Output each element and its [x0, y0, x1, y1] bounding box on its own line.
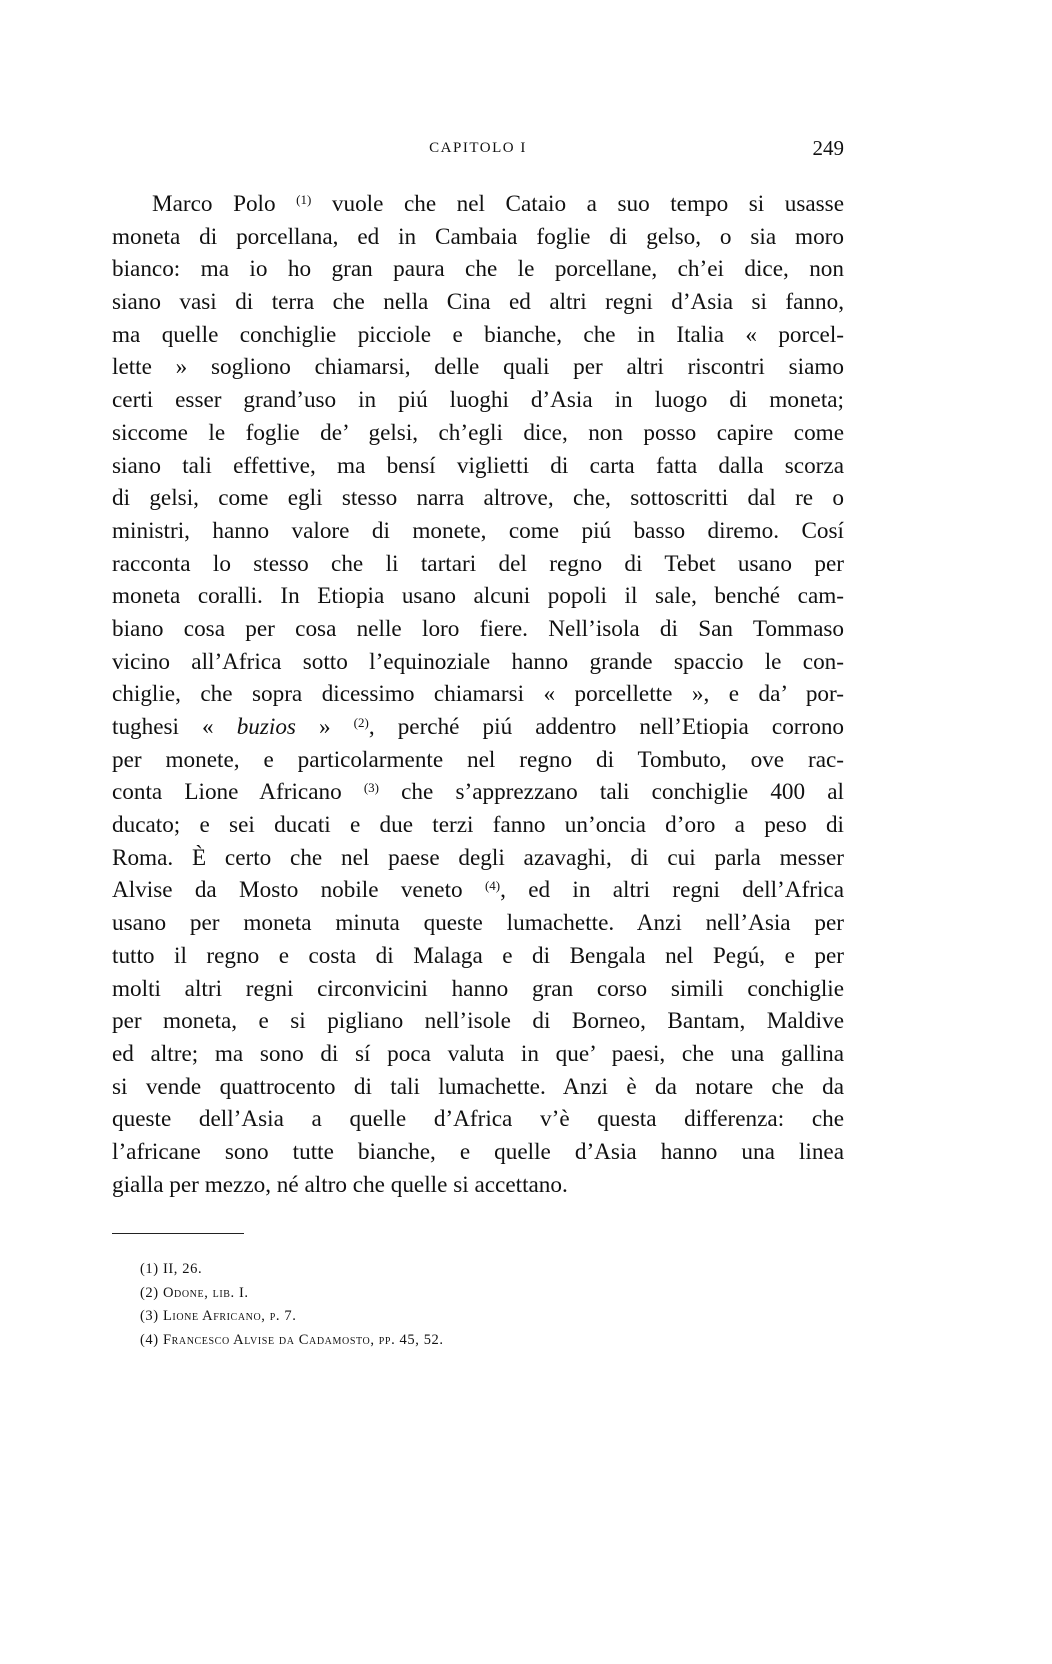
text-line: l’africane sono tutte bianche, e quelle d’Asia hanno una linea [112, 1138, 844, 1165]
text-line: ma quelle conchiglie picciole e bianche, che in Italia « porcel- [112, 321, 844, 348]
text-line: Alvise da Mosto nobile veneto $^{(4)}$, ed in altri regni dell’Africa [112, 877, 844, 904]
text-line: certi esser grand’uso in piú luoghi d’Asia in luogo di moneta; [112, 387, 844, 414]
italic-term: buzios [236, 714, 296, 740]
text-line: lette » sogliono chiamarsi, delle quali per altri riscontri siamo [112, 354, 844, 381]
text-line: gialla per mezzo, né altro che quelle si accettano. [112, 1171, 568, 1198]
page-number: 249 [812, 136, 844, 160]
text-line: tutto il regno e costa di Malaga e di Bengala nel Pegú, e per [112, 942, 844, 969]
text-line: moneta di porcellana, ed in Cambaia foglie di gelso, o sia moro [112, 223, 844, 250]
text-line: di gelsi, come egli stesso narra altrove, che, sottoscritti dal re o [112, 485, 844, 512]
footnote-text: Francesco Alvise da Cadamosto, pp. 45, 52. [162, 1331, 444, 1348]
text-line: chiglie, che sopra dicessimo chiamarsi « porcellette », e da’ por- [112, 681, 844, 708]
text-line: Marco Polo $^{(1)}$ vuole che nel Cataio a suo tempo si usasse [152, 191, 844, 217]
footnote-text: Lione Africano, p. 7. [162, 1308, 297, 1324]
footnote-ref: (3) [363, 780, 379, 796]
text-line: conta Lione Africano $^{(3)}$ che s’apprezzano tali conchiglie 400 al [112, 779, 844, 806]
footnotes [140, 1258, 444, 1352]
footnote-marker: (3) [140, 1308, 159, 1324]
text-line: biano cosa per cosa nelle loro fiere. Nell’isola di San Tommaso [112, 615, 844, 642]
footnote-marker: (4) [140, 1331, 159, 1348]
text-line: moneta coralli. In Etiopia usano alcuni popoli il sale, benché cam- [112, 583, 844, 610]
text-line: vicino all’Africa sotto l’equinoziale hanno grande spaccio le con- [112, 648, 844, 675]
footnote [140, 1305, 444, 1329]
footnote-ref: (4) [484, 878, 501, 894]
footnote-text: Odone, lib. I. [162, 1284, 249, 1301]
text-line: ducato; e sei ducati e due terzi fanno un’oncia d’oro a peso di [112, 812, 844, 839]
footnote-marker: (2) [140, 1284, 159, 1301]
text-line: racconta lo stesso che li tartari del regno di Tebet usano per [112, 550, 844, 577]
footnote-ref: (2) [353, 715, 369, 730]
footnote [140, 1282, 444, 1306]
text-line: per monete, e particolarmente nel regno di Tombuto, ove rac- [112, 746, 844, 773]
footnote-text: II, 26. [162, 1261, 203, 1277]
footnote-marker: (1) [140, 1261, 159, 1277]
page-header [112, 136, 844, 166]
text-line: siano tali effettive, ma bensí viglietti di carta fatta dalla scorza [112, 452, 844, 479]
text-line: per moneta, e si pigliano nell’isole di Borneo, Bantam, Maldive [112, 1008, 844, 1035]
text-line: si vende quattrocento di tali lumachette. Anzi è da notare che da [112, 1073, 844, 1100]
footnote-ref: (1) [296, 192, 312, 207]
footnote [140, 1258, 444, 1282]
text-line: ministri, hanno valore di monete, come piú basso diremo. Cosí [112, 517, 844, 544]
text-line: siccome le foglie de’ gelsi, ch’egli dice, non posso capire come [112, 419, 844, 446]
text-line: queste dell’Asia a quelle d’Africa v’è questa differenza: che [112, 1106, 844, 1133]
body-text [112, 188, 844, 1201]
running-head: CAPITOLO I [429, 140, 527, 156]
text-line: Roma. È certo che nel paese degli azavaghi, di cui parla messer [112, 844, 844, 871]
footnote-divider [112, 1233, 244, 1234]
text-line: bianco: ma io ho gran paura che le porcellane, ch’ei dice, non [112, 256, 844, 283]
text-line: molti altri regni circonvicini hanno gran corso simili conchiglie [112, 975, 844, 1002]
text-line: ed altre; ma sono di sí poca valuta in que’ paesi, che una gallina [112, 1040, 844, 1067]
text-line: tughesi « buzios » $^{(2)}$, perché piú addentro nell’Etiopia corrono [112, 714, 845, 740]
text-line: usano per moneta minuta queste lumachette. Anzi nell’Asia per [112, 910, 844, 937]
text-line: siano vasi di terra che nella Cina ed altri regni d’Asia si fanno, [112, 289, 844, 316]
footnote [140, 1329, 444, 1353]
